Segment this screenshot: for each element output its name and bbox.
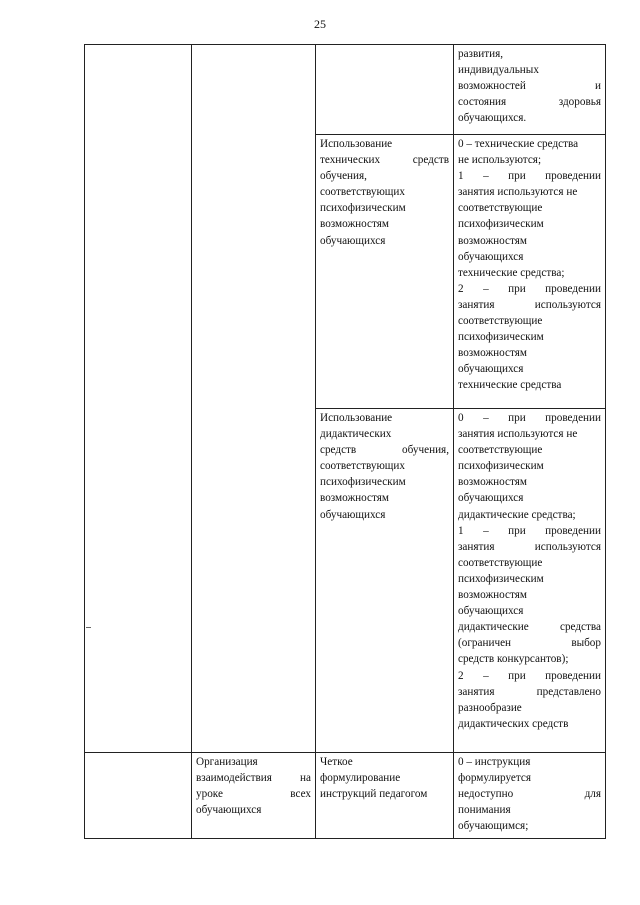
scale-cell [454, 45, 606, 135]
scale-line: 2 – при проведении [458, 282, 601, 295]
indicator-line: Использование [320, 412, 393, 424]
scale-line: психофизическим [458, 572, 544, 585]
scale-line: 2 – при проведении [458, 669, 601, 682]
scale-line: дидактические средства [458, 621, 601, 634]
scale-line: обучающихся [458, 492, 524, 505]
scale-line: 0 – технические средства [458, 138, 579, 150]
scale-line: занятия используются не [458, 428, 578, 441]
indicator-cell [316, 753, 454, 839]
scale-line: индивидуальных [458, 64, 539, 77]
scale-line: дидактические средства; [458, 508, 576, 521]
indicator-line: соответствующих [320, 460, 406, 473]
scale-line: не используются; [458, 154, 542, 167]
criterion-line: обучающихся [196, 804, 262, 817]
scale-cell [454, 409, 606, 753]
indicator-cell-empty [316, 45, 454, 135]
indicator-line: Использование [320, 138, 393, 150]
scale-line: соответствующие [458, 315, 543, 328]
scale-line: возможностей и [458, 80, 601, 93]
scale-cell [454, 753, 606, 839]
scale-line: средств конкурсантов); [458, 653, 569, 666]
scale-cell [454, 135, 606, 409]
scale-line: обучающимся; [458, 820, 529, 833]
indicator-line: психофизическим [320, 202, 406, 215]
indicator-cell [316, 409, 454, 753]
indicator-line: обучения, [320, 170, 367, 183]
indicator-line: обучающихся [320, 508, 386, 521]
scale-line: 0 – при проведении [458, 412, 601, 424]
scale-line: дидактических средств [458, 717, 569, 730]
indicator-line: соответствующих [320, 186, 406, 199]
table-row [85, 45, 606, 135]
indicator-line: средств обучения, [320, 444, 449, 457]
scale-line: развития, [458, 48, 504, 60]
scale-line: соответствующие [458, 444, 543, 457]
indicator-line: Четкое [320, 756, 353, 768]
scale-line: формулируется [458, 772, 532, 785]
criterion-line: уроке всех [196, 788, 311, 801]
scale-line: возможностям [458, 476, 527, 489]
scale-line: (ограничен выбор [458, 637, 601, 650]
scale-line: возможностям [458, 234, 527, 247]
scale-line: 0 – инструкция [458, 756, 531, 768]
scale-line: технические средства [458, 379, 562, 392]
indicator-line: психофизическим [320, 476, 406, 489]
section-cell-empty [85, 45, 192, 753]
scale-line: занятия представлено [458, 685, 601, 698]
scale-line: занятия используются [458, 540, 601, 553]
criterion-line: взаимодействия на [196, 772, 311, 785]
scale-line: обучающихся [458, 250, 524, 263]
scale-line: психофизическим [458, 331, 544, 344]
scale-line: разнообразие [458, 701, 522, 714]
scale-line: соответствующие [458, 202, 543, 215]
section-cell-empty [85, 753, 192, 839]
scale-line: обучающихся [458, 363, 524, 376]
scale-line: понимания [458, 804, 511, 817]
scan-mark [86, 627, 91, 628]
criteria-table [84, 44, 606, 839]
indicator-line: инструкций педагогом [320, 788, 428, 801]
scale-line: возможностям [458, 347, 527, 360]
scale-line: 1 – при проведении [458, 170, 601, 183]
scale-line: 1 – при проведении [458, 524, 601, 537]
indicator-line: возможностям [320, 218, 389, 231]
criterion-cell [192, 753, 316, 839]
scale-line: психофизическим [458, 218, 544, 231]
indicator-line: формулирование [320, 772, 401, 785]
scale-line: соответствующие [458, 556, 543, 569]
indicator-line: обучающихся [320, 234, 386, 247]
indicator-cell [316, 135, 454, 409]
page-number: 25 [314, 17, 326, 31]
indicator-line: возможностям [320, 492, 389, 505]
criterion-line: Организация [196, 756, 258, 768]
scale-line: состояния здоровья [458, 96, 601, 109]
table-row [85, 753, 606, 839]
scale-line: психофизическим [458, 460, 544, 473]
indicator-line: технических средств [320, 154, 449, 167]
scale-line: обучающихся [458, 605, 524, 618]
indicator-line: дидактических [320, 428, 392, 441]
scale-line: технические средства; [458, 266, 565, 279]
scale-line: занятия используются [458, 298, 601, 311]
scale-line: недоступно для [458, 788, 601, 801]
scale-line: обучающихся. [458, 112, 527, 125]
scale-line: занятия используются не [458, 186, 578, 199]
scale-line: возможностям [458, 589, 527, 602]
criterion-cell-empty [192, 45, 316, 753]
